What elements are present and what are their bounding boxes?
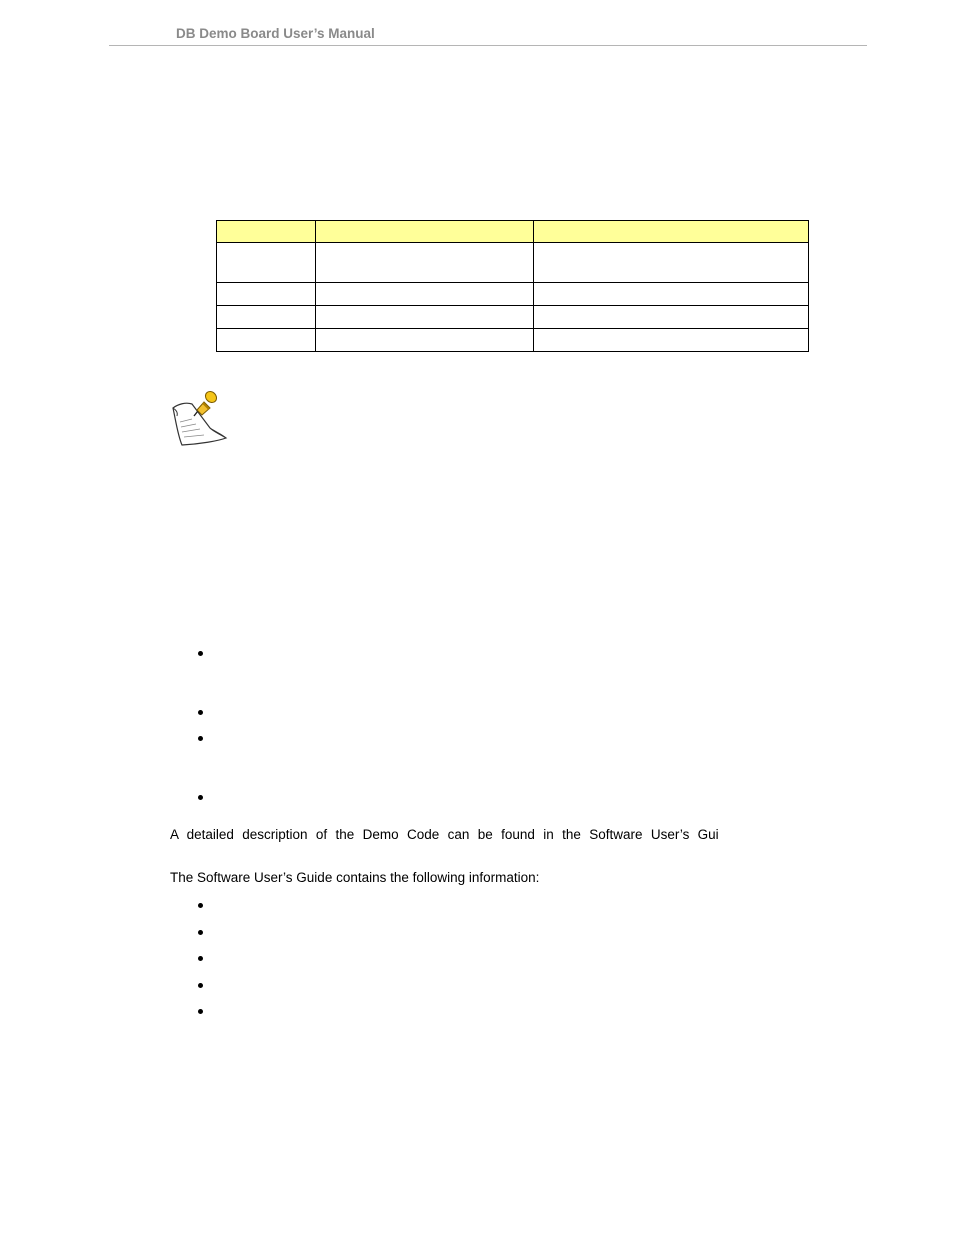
guide-intro-paragraph: The Software User’s Guide contains the following information: — [170, 870, 540, 885]
list-item — [198, 976, 203, 992]
list-item — [198, 644, 203, 660]
list-item — [198, 1002, 203, 1018]
table-cell — [316, 283, 534, 306]
bullet-icon — [198, 736, 203, 741]
table-cell — [217, 243, 316, 283]
table-row — [217, 306, 809, 329]
bullet-icon — [198, 795, 203, 800]
list-item — [198, 788, 203, 804]
table-cell — [217, 306, 316, 329]
table-cell — [316, 329, 534, 352]
list-item — [198, 949, 203, 965]
table-cell — [217, 329, 316, 352]
list-item — [198, 923, 203, 939]
table-cell — [217, 283, 316, 306]
bullet-icon — [198, 956, 203, 961]
bullet-icon — [198, 983, 203, 988]
table-cell — [534, 243, 809, 283]
table-cell — [534, 283, 809, 306]
table-header-cell — [217, 221, 316, 243]
bullet-icon — [198, 1009, 203, 1014]
list-item — [198, 729, 203, 745]
demo-code-bullet-list — [198, 644, 798, 804]
table-cell — [316, 243, 534, 283]
table-row — [217, 329, 809, 352]
bullet-icon — [198, 710, 203, 715]
pushpin-note-icon — [170, 388, 228, 446]
bullet-icon — [198, 903, 203, 908]
table-header-cell — [316, 221, 534, 243]
spec-table — [216, 220, 809, 352]
table-cell — [534, 306, 809, 329]
bullet-icon — [198, 930, 203, 935]
list-item — [198, 896, 203, 912]
list-item — [198, 703, 203, 719]
bullet-icon — [198, 651, 203, 656]
table-header-cell — [534, 221, 809, 243]
header-rule — [109, 45, 867, 46]
table-row — [217, 283, 809, 306]
running-header-title: DB Demo Board User’s Manual — [176, 26, 375, 41]
table-cell — [534, 329, 809, 352]
demo-code-description-paragraph: A detailed description of the Demo Code can be found in the Software User’s Gui — [170, 827, 719, 842]
guide-contents-bullet-list — [198, 896, 798, 1021]
table-row — [217, 243, 809, 283]
table-header-row — [217, 221, 809, 243]
table-cell — [316, 306, 534, 329]
